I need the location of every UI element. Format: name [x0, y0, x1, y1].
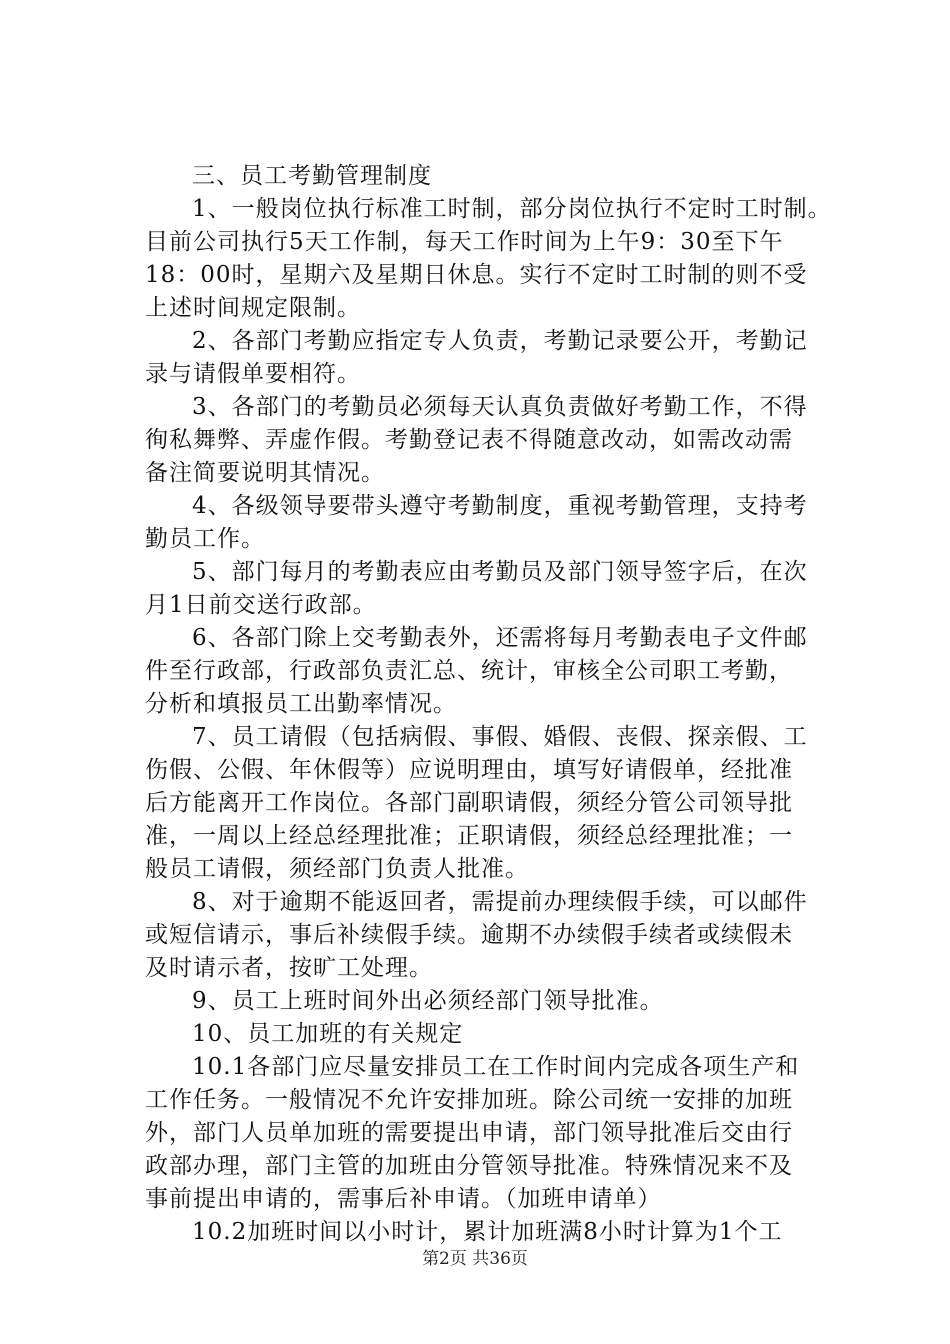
- paragraph-line: 录与请假单要相符。: [145, 361, 361, 387]
- subsection-heading: 10、员工加班的有关规定: [192, 1021, 464, 1047]
- paragraph-line: 目前公司执行5天工作制，每天工作时间为上午9：30至下午: [145, 229, 784, 255]
- paragraph-line: 10.1各部门应尽量安排员工在工作时间内完成各项生产和: [192, 1054, 800, 1080]
- paragraph-line: 分析和填报员工出勤率情况。: [145, 691, 457, 717]
- paragraph-line: 徇私舞弊、弄虚作假。考勤登记表不得随意改动，如需改动需: [145, 427, 793, 453]
- paragraph-line: 3、各部门的考勤员必须每天认真负责做好考勤工作，不得: [192, 394, 808, 420]
- paragraph-line: 政部办理，部门主管的加班由分管领导批准。特殊情况来不及: [145, 1153, 793, 1179]
- paragraph-line: 8、对于逾期不能返回者，需提前办理续假手续，可以邮件: [192, 889, 808, 915]
- paragraph-line: 6、各部门除上交考勤表外，还需将每月考勤表电子文件邮: [192, 625, 808, 651]
- section-heading: 三、员工考勤管理制度: [192, 163, 432, 189]
- paragraph-line: 准，一周以上经总经理批准；正职请假，须经总经理批准；一: [145, 823, 793, 849]
- paragraph-line: 2、各部门考勤应指定专人负责，考勤记录要公开，考勤记: [192, 328, 808, 354]
- paragraph-line: 10.2加班时间以小时计，累计加班满8小时计算为1个工: [192, 1219, 783, 1245]
- paragraph-line: 工作任务。一般情况不允许安排加班。除公司统一安排的加班: [145, 1087, 793, 1113]
- paragraph-line: 上述时间规定限制。: [145, 295, 361, 321]
- paragraph-line: 般员工请假，须经部门负责人批准。: [145, 856, 529, 882]
- paragraph-line: 或短信请示，事后补续假手续。逾期不办续假手续者或续假未: [145, 922, 793, 948]
- paragraph-line: 7、员工请假（包括病假、事假、婚假、丧假、探亲假、工: [192, 724, 808, 750]
- paragraph-line: 后方能离开工作岗位。各部门副职请假，须经分管公司领导批: [145, 790, 793, 816]
- paragraph-line: 备注简要说明其情况。: [145, 460, 385, 486]
- paragraph-line: 勤员工作。: [145, 526, 265, 552]
- paragraph-line: 9、员工上班时间外出必须经部门领导批准。: [192, 988, 664, 1014]
- paragraph-line: 月1日前交送行政部。: [145, 592, 377, 618]
- paragraph-line: 18：00时，星期六及星期日休息。实行不定时工时制的则不受: [145, 262, 808, 288]
- paragraph-line: 件至行政部，行政部负责汇总、统计，审核全公司职工考勤，: [145, 658, 793, 684]
- paragraph-line: 伤假、公假、年休假等）应说明理由，填写好请假单，经批准: [145, 757, 793, 783]
- paragraph-line: 4、各级领导要带头遵守考勤制度，重视考勤管理，支持考: [192, 493, 808, 519]
- paragraph-line: 1、一般岗位执行标准工时制，部分岗位执行不定时工时制。: [192, 196, 832, 222]
- paragraph-line: 事前提出申请的，需事后补申请。（加班申请单）: [145, 1186, 662, 1212]
- paragraph-line: 外，部门人员单加班的需要提出申请，部门领导批准后交由行: [145, 1120, 793, 1146]
- page-number-footer: 第2页 共36页: [422, 1249, 528, 1269]
- paragraph-line: 5、部门每月的考勤表应由考勤员及部门领导签字后，在次: [192, 559, 808, 585]
- document-body: [145, 160, 835, 1249]
- paragraph-line: 及时请示者，按旷工处理。: [145, 955, 433, 981]
